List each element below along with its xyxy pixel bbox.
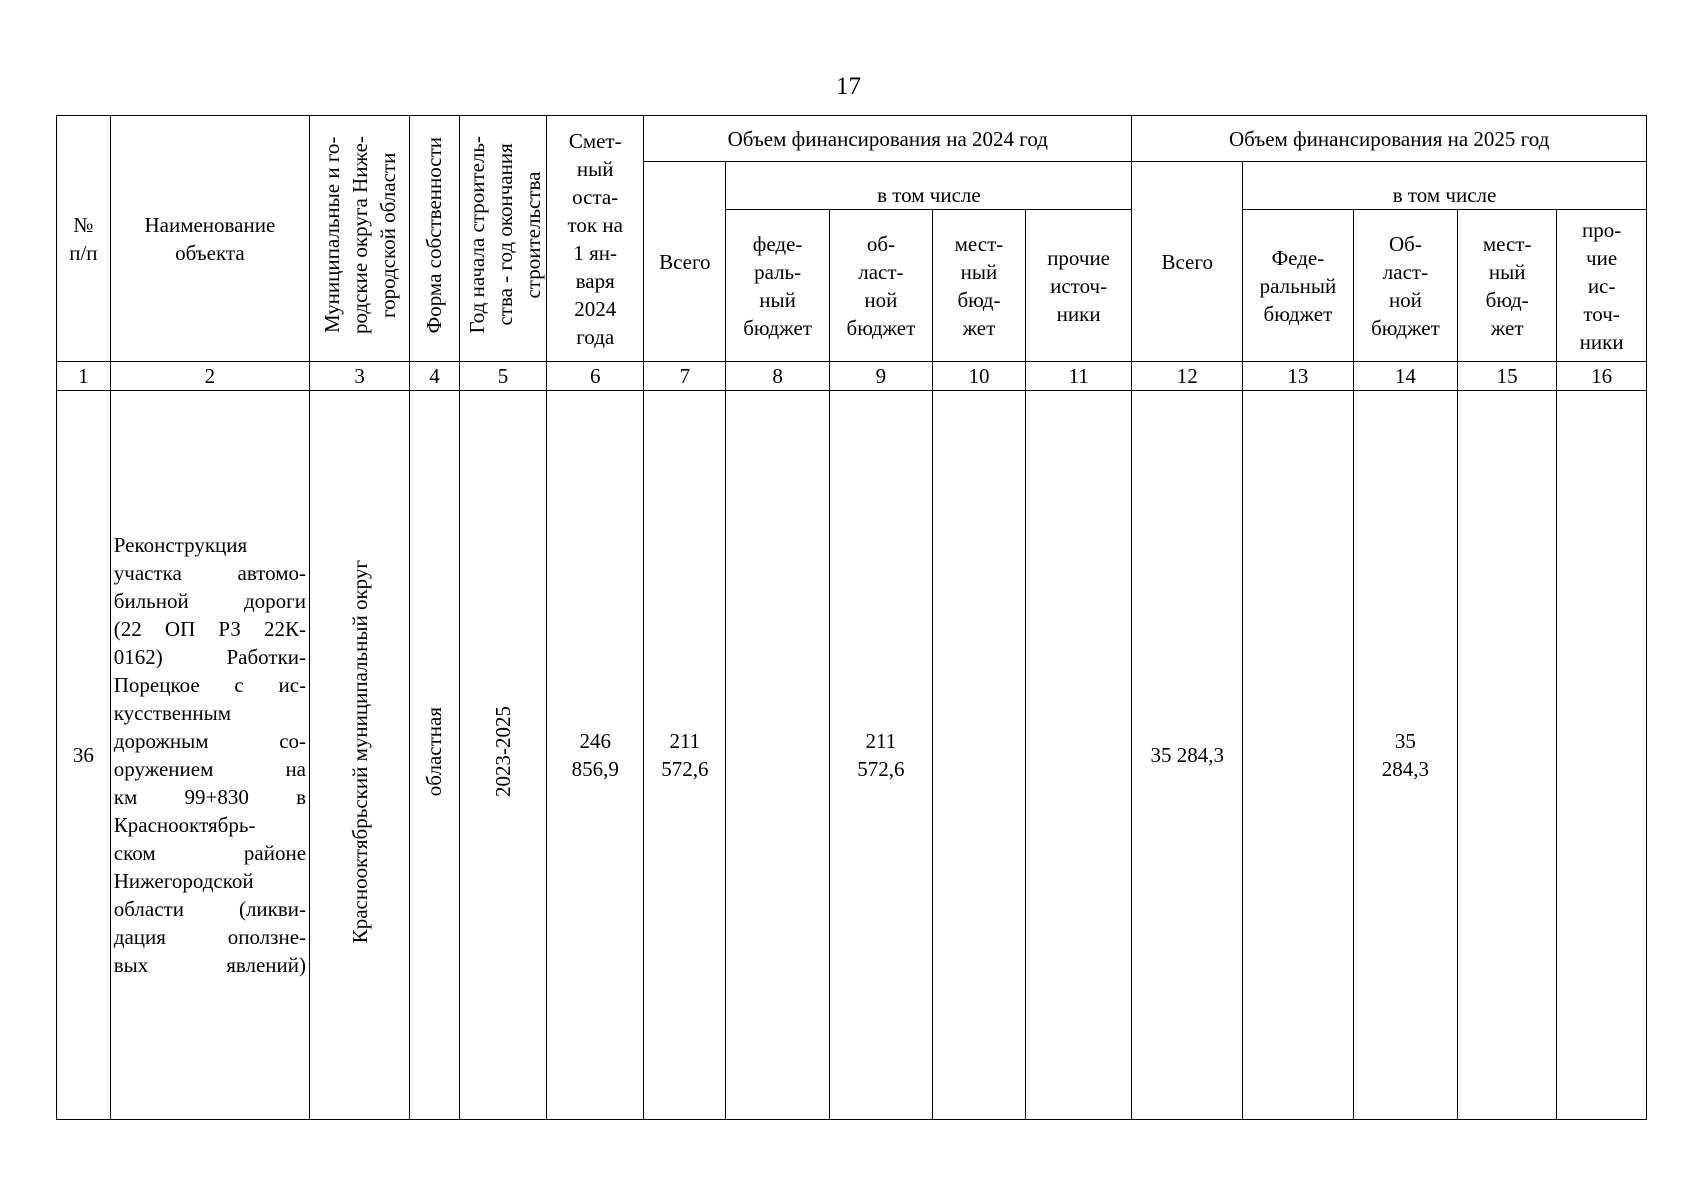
header-2024-local: мест- ный бюд- жет [933,210,1026,362]
header-estimated-balance: Смет- ный оста- ток на 1 ян- варя 2024 года [547,116,644,362]
page-number: 17 [836,73,861,100]
column-number: 7 [644,362,726,391]
column-number-row [57,362,1647,391]
municipality-value: Краснооктябрьский муниципальный округ [347,559,372,944]
financing-table [56,115,1647,1120]
header-2025-total: Всего [1132,162,1243,362]
ownership-cell [410,391,460,1120]
header-2024-federal: феде- раль- ный бюджет [726,210,829,362]
y2025-federal-value [1243,391,1354,1120]
column-number: 2 [110,362,309,391]
object-name: Реконструкция участка автомо- бильной дороги (22 ОП РЗ 22К- 0162) Работки- Порецкое с ис- кусственным дорожным со- оружением на км 99+830 в Краснооктябрь- ском районе Нижегородской области (ликви- дация оползне- вых явлений) [113,533,307,977]
column-number: 14 [1353,362,1457,391]
estimated-balance-value: 246 856,9 [547,391,644,1120]
header-2025-local: мест- ный бюд- жет [1458,210,1557,362]
y2024-other-value [1025,391,1132,1120]
column-number: 6 [547,362,644,391]
column-number: 10 [933,362,1026,391]
header-construction-years [459,116,547,362]
header-ownership-text: Форма собственности [422,136,447,334]
header-2024-total: Всего [644,162,726,362]
column-number: 3 [310,362,410,391]
header-group-2025: Объем финансирования на 2025 год [1132,116,1647,162]
years-value: 2023-2025 [490,706,515,797]
y2025-total-value: 35 284,3 [1132,391,1243,1120]
y2024-regional-value: 211 572,6 [829,391,932,1120]
header-2024-regional: об- ласт- ной бюджет [829,210,932,362]
column-number: 1 [57,362,111,391]
header-2025-federal: Феде- ральный бюджет [1243,210,1354,362]
table-row [57,391,1647,1120]
municipality-cell [310,391,410,1120]
header-municipality-text: Муниципальные и го- родские округа Ниже- городской области [319,136,400,334]
years-cell [459,391,547,1120]
header-2025-including: в том числе [1243,162,1647,210]
header-2024-including: в том числе [726,162,1132,210]
column-number: 11 [1025,362,1132,391]
header-ownership [410,116,460,362]
y2024-local-value [933,391,1026,1120]
header-2024-other: прочие источ- ники [1025,210,1132,362]
header-municipality [310,116,410,362]
y2024-total-value: 211 572,6 [644,391,726,1120]
header-construction-years-text: Год начала строитель- ства - год окончания строительства [464,136,545,334]
column-number: 15 [1458,362,1557,391]
column-number: 13 [1243,362,1354,391]
header-2025-regional: Об- ласт- ной бюджет [1353,210,1457,362]
header-row-groups [57,116,1647,162]
column-number: 5 [459,362,547,391]
y2025-other-value [1557,391,1647,1120]
object-name-cell [110,391,309,1120]
ownership-value: областная [422,706,447,797]
column-number: 8 [726,362,829,391]
column-number: 9 [829,362,932,391]
header-2025-other: про- чие ис- точ- ники [1557,210,1647,362]
y2024-federal-value [726,391,829,1120]
column-number: 4 [410,362,460,391]
column-number: 12 [1132,362,1243,391]
header-object-name: Наименование объекта [110,116,309,362]
row-number: 36 [57,391,111,1120]
column-number: 16 [1557,362,1647,391]
header-row-number: № п/п [57,116,111,362]
y2025-regional-value: 35 284,3 [1353,391,1457,1120]
y2025-local-value [1458,391,1557,1120]
header-group-2024: Объем финансирования на 2024 год [644,116,1132,162]
